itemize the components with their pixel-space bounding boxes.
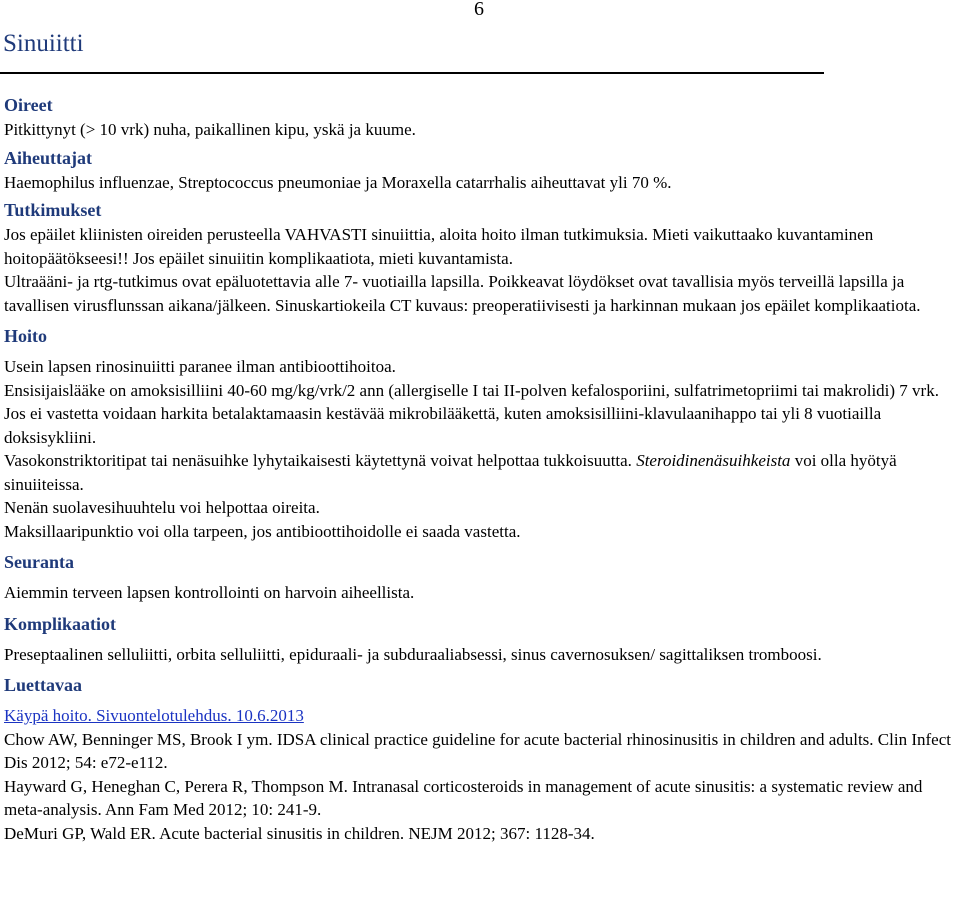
reference-link-paragraph bbox=[4, 704, 958, 728]
kaypa-hoito-link[interactable]: Käypä hoito. Sivuontelotulehdus. 10.6.2013 bbox=[4, 706, 304, 725]
hoito-paragraph-3-end: voi olla hyötyä sinuiiteissa. bbox=[4, 451, 897, 494]
reference-item: Chow AW, Benninger MS, Brook I ym. IDSA clinical practice guideline for acute bacterial rhinosinusitis in children and adults. Clin Infect Dis 2012; 54: e72-e112. bbox=[4, 729, 951, 772]
oireet-text: Pitkittynyt (> 10 vrk) nuha, paikallinen kipu, yskä ja kuume. bbox=[4, 120, 416, 139]
tutkimukset-paragraph-2: Ultraääni- ja rtg-tutkimus ovat epäluotettavia alle 7- vuotiailla lapsilla. Poikkeavat löydökset ovat tavallisia myös terveillä lapsilla ja tavallisen virusflunssan aikana/jälkeen. Sinuskartiokeila CT kuvaus: preoperatiivisesti ja harkinnan mukaan jos epäilet komplikaatiota. bbox=[4, 272, 921, 315]
reference-item: Hayward G, Heneghan C, Perera R, Thompson M. Intranasal corticosteroids in management of acute sinusitis: a systematic review and meta-analysis. Ann Fam Med 2012; 10: 241-9. bbox=[4, 776, 923, 819]
page-title: Sinuiitti bbox=[3, 30, 84, 57]
tutkimukset-paragraph-1: Jos epäilet kliinisten oireiden perusteella VAHVASTI sinuiittia, aloita hoito ilman tutkimuksia. Mieti vaikuttaako kuvantaminen hoitopäätökseesi!! Jos epäilet sinuiitin komplikaatiota, mieti kuvantamista. bbox=[4, 225, 874, 268]
section-heading-tutkimukset: Tutkimukset bbox=[4, 200, 102, 220]
section-heading-aiheuttajat: Aiheuttajat bbox=[4, 147, 92, 168]
komplikaatiot-text: Preseptaalinen selluliitti, orbita selluliitti, epiduraali- ja subduraaliabsessi, sinus cavernosuksen/ sagittaliksen tromboosi. bbox=[4, 644, 822, 664]
section-heading-oireet: Oireet bbox=[4, 95, 53, 115]
hoito-paragraph-1: Usein lapsen rinosinuiitti paranee ilman antibioottihoitoa. bbox=[4, 357, 396, 376]
page-number: 6 bbox=[474, 0, 484, 20]
seuranta-text: Aiemmin terveen lapsen kontrollointi on harvoin aiheellista. bbox=[4, 583, 415, 602]
section-heading-seuranta: Seuranta bbox=[4, 552, 75, 572]
section-heading-hoito: Hoito bbox=[4, 326, 47, 346]
reference-item: DeMuri GP, Wald ER. Acute bacterial sinusitis in children. NEJM 2012; 367: 1128-34. bbox=[4, 823, 595, 843]
hoito-paragraph-5: Maksillaaripunktio voi olla tarpeen, jos antibioottihoidolle ei saada vastetta. bbox=[4, 521, 521, 541]
section-heading-komplikaatiot: Komplikaatiot bbox=[4, 613, 117, 634]
hoito-paragraph-3-start: Vasokonstriktoritipat tai nenäsuihke lyhytaikaisesti käytettynä voivat helpottaa tukkoisuutta. bbox=[4, 451, 637, 470]
hoito-paragraph-3-italic: Steroidinenäsuihkeista bbox=[636, 451, 791, 470]
title-underline-rule bbox=[0, 72, 824, 74]
hoito-paragraph-2: Ensisijaislääke on amoksisilliini 40-60 mg/kg/vrk/2 ann (allergiselle I tai II-polven kefalosporiini, sulfatrimetopriimi tai makrolidi) 7 vrk. Jos ei vastetta voidaan harkita betalaktamaasin kestävää mikrobilääkettä, kuten amoksisilliini-klavulaanihappo tai yli 8 vuotiailla doksisykliini. bbox=[4, 380, 939, 447]
hoito-paragraph-4: Nenän suolavesihuuhtelu voi helpottaa oireita. bbox=[4, 498, 320, 517]
hoito-paragraph-3 bbox=[4, 449, 958, 496]
aiheuttajat-text: Haemophilus influenzae, Streptococcus pneumoniae ja Moraxella catarrhalis aiheuttavat yli 70 %. bbox=[4, 172, 672, 192]
document-body bbox=[4, 92, 958, 845]
section-heading-luettavaa: Luettavaa bbox=[4, 675, 82, 695]
